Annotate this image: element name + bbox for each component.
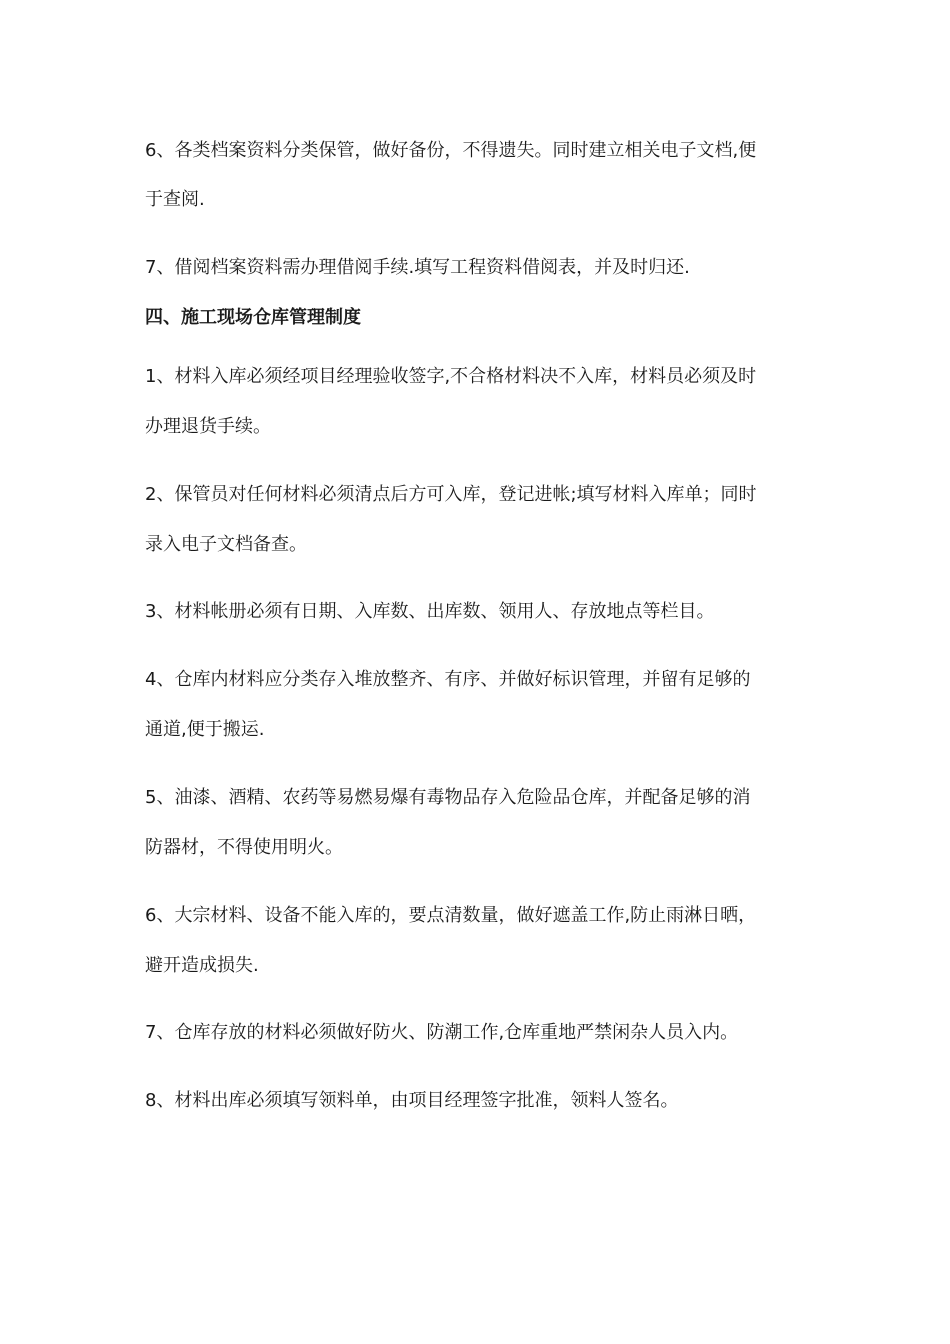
archive-item-6-line-1: 6、各类档案资料分类保管，做好备份，不得遗失。同时建立相关电子文档,便 bbox=[145, 140, 757, 161]
warehouse-item-6-line-2: 避开造成损失. bbox=[145, 955, 259, 976]
archive-item-6-line-2: 于查阅. bbox=[145, 189, 205, 210]
archive-item-7-line-1: 7、借阅档案资料需办理借阅手续.填写工程资料借阅表，并及时归还. bbox=[145, 257, 690, 278]
warehouse-item-5-line-1: 5、油漆、酒精、农药等易燃易爆有毒物品存入危险品仓库，并配备足够的消 bbox=[145, 787, 751, 808]
warehouse-item-3-line-1: 3、材料帐册必须有日期、入库数、出库数、领用人、存放地点等栏目。 bbox=[145, 601, 715, 622]
warehouse-item-8-line-1: 8、材料出库必须填写领料单，由项目经理签字批准，领料人签名。 bbox=[145, 1090, 679, 1111]
warehouse-item-4-line-1: 4、仓库内材料应分类存入堆放整齐、有序、并做好标识管理，并留有足够的 bbox=[145, 669, 751, 690]
section-heading-warehouse: 四、施工现场仓库管理制度 bbox=[145, 307, 361, 328]
warehouse-item-1-line-1: 1、材料入库必须经项目经理验收签字,不合格材料决不入库，材料员必须及时 bbox=[145, 366, 757, 387]
warehouse-item-5-line-2: 防器材，不得使用明火。 bbox=[145, 837, 343, 858]
warehouse-item-2-line-2: 录入电子文档备查。 bbox=[145, 534, 307, 555]
warehouse-item-7-line-1: 7、仓库存放的材料必须做好防火、防潮工作,仓库重地严禁闲杂人员入内。 bbox=[145, 1022, 739, 1043]
warehouse-item-1-line-2: 办理退货手续。 bbox=[145, 416, 271, 437]
warehouse-item-6-line-1: 6、大宗材料、设备不能入库的，要点清数量，做好遮盖工作,防止雨淋日晒， bbox=[145, 905, 757, 926]
warehouse-item-4-line-2: 通道,便于搬运. bbox=[145, 719, 265, 740]
warehouse-item-2-line-1: 2、保管员对任何材料必须清点后方可入库，登记进帐;填写材料入库单；同时 bbox=[145, 484, 757, 505]
